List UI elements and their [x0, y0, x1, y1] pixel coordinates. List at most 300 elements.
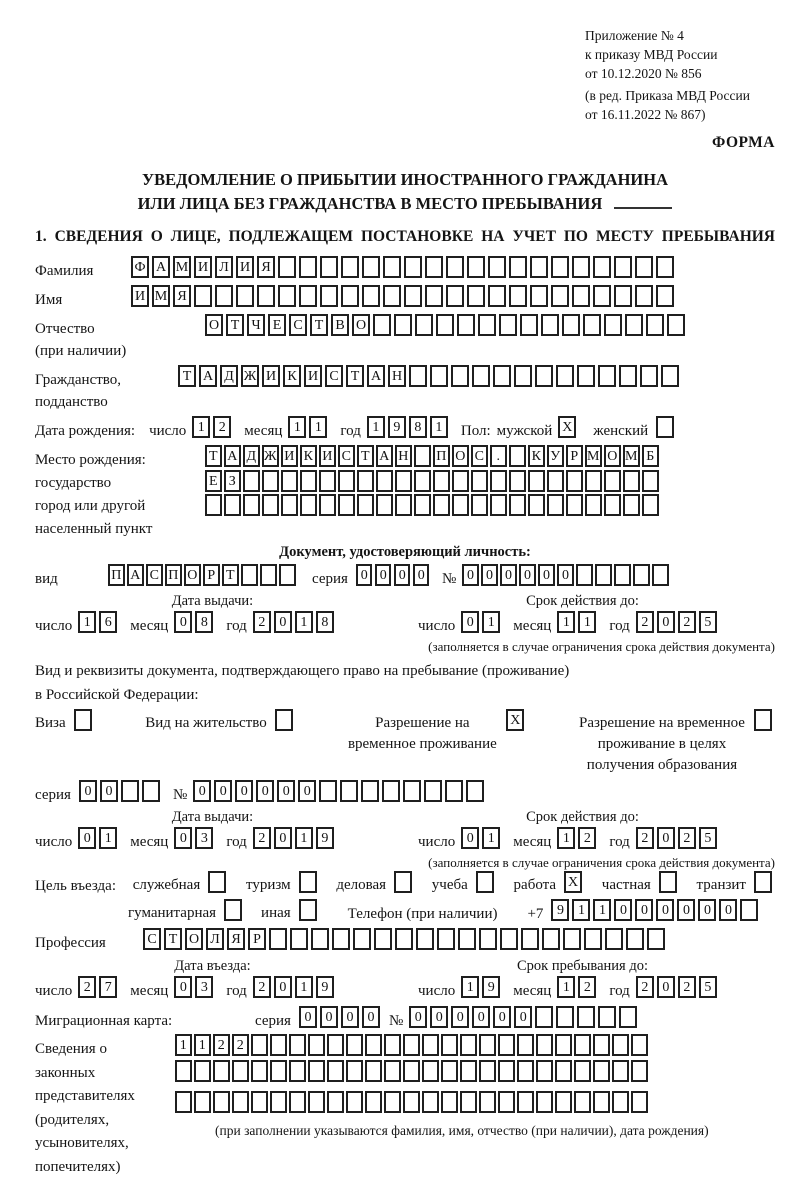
char-cell[interactable]	[467, 256, 485, 278]
char-cell[interactable]	[652, 564, 669, 586]
char-cell[interactable]	[332, 928, 350, 950]
char-cell[interactable]: О	[452, 445, 469, 467]
char-cell[interactable]	[213, 1060, 230, 1082]
char-cell[interactable]: Т	[310, 314, 328, 336]
char-cell[interactable]: 0	[78, 827, 96, 849]
char-cell[interactable]	[384, 1060, 401, 1082]
char-cell[interactable]	[437, 928, 455, 950]
doc-valid-month-cells[interactable]	[557, 611, 599, 633]
char-cell[interactable]: А	[376, 445, 393, 467]
char-cell[interactable]: С	[325, 365, 343, 387]
char-cell[interactable]: 1	[194, 1034, 211, 1056]
char-cell[interactable]: К	[528, 445, 545, 467]
char-cell[interactable]: 2	[678, 976, 696, 998]
char-cell[interactable]: 1	[593, 899, 611, 921]
char-cell[interactable]: П	[165, 564, 182, 586]
temp-residence-edu-checkbox[interactable]	[754, 709, 775, 731]
char-cell[interactable]	[338, 470, 355, 492]
char-cell[interactable]	[593, 1060, 610, 1082]
char-cell[interactable]: 0	[277, 780, 295, 802]
char-cell[interactable]	[520, 314, 538, 336]
char-cell[interactable]: 3	[195, 827, 213, 849]
char-cell[interactable]: Я	[173, 285, 191, 307]
stay-valid-year-cells[interactable]	[636, 827, 720, 849]
char-cell[interactable]: 2	[636, 976, 654, 998]
char-cell[interactable]	[446, 285, 464, 307]
char-cell[interactable]: Д	[243, 445, 260, 467]
birth-month-cells[interactable]	[288, 416, 330, 438]
char-cell[interactable]: 1	[578, 611, 596, 633]
char-cell[interactable]	[251, 1060, 268, 1082]
female-checkbox[interactable]	[656, 416, 677, 438]
char-cell[interactable]	[574, 1091, 591, 1113]
char-cell[interactable]	[232, 1091, 249, 1113]
char-cell[interactable]	[656, 285, 674, 307]
char-cell[interactable]	[383, 285, 401, 307]
char-cell[interactable]	[422, 1034, 439, 1056]
char-cell[interactable]	[403, 1034, 420, 1056]
char-cell[interactable]: 3	[195, 976, 213, 998]
char-cell[interactable]	[362, 285, 380, 307]
char-cell[interactable]	[625, 314, 643, 336]
char-cell[interactable]	[656, 256, 674, 278]
char-cell[interactable]	[299, 285, 317, 307]
char-cell[interactable]	[541, 314, 559, 336]
char-cell[interactable]: М	[623, 445, 640, 467]
char-cell[interactable]	[509, 470, 526, 492]
char-cell[interactable]	[577, 365, 595, 387]
char-cell[interactable]: Ч	[247, 314, 265, 336]
char-cell[interactable]	[319, 470, 336, 492]
char-cell[interactable]: И	[194, 256, 212, 278]
char-cell[interactable]	[327, 1060, 344, 1082]
char-cell[interactable]	[460, 1060, 477, 1082]
char-cell[interactable]: О	[185, 928, 203, 950]
char-cell[interactable]	[279, 564, 296, 586]
char-cell[interactable]	[414, 494, 431, 516]
char-cell[interactable]	[535, 1006, 553, 1028]
char-cell[interactable]: 0	[557, 564, 574, 586]
char-cell[interactable]	[471, 494, 488, 516]
char-cell[interactable]	[446, 256, 464, 278]
char-cell[interactable]: 8	[316, 611, 334, 633]
char-cell[interactable]: 0	[677, 899, 695, 921]
char-cell[interactable]	[414, 445, 431, 467]
char-cell[interactable]	[436, 314, 454, 336]
char-cell[interactable]: П	[108, 564, 125, 586]
char-cell[interactable]	[509, 285, 527, 307]
char-cell[interactable]	[612, 1034, 629, 1056]
char-cell[interactable]	[213, 1091, 230, 1113]
char-cell[interactable]	[346, 1034, 363, 1056]
char-cell[interactable]: 0	[472, 1006, 490, 1028]
char-cell[interactable]: 2	[578, 827, 596, 849]
char-cell[interactable]: 1	[192, 416, 210, 438]
char-cell[interactable]: Е	[268, 314, 286, 336]
char-cell[interactable]: 1	[99, 827, 117, 849]
char-cell[interactable]	[403, 780, 421, 802]
char-cell[interactable]: 0	[519, 564, 536, 586]
char-cell[interactable]: У	[547, 445, 564, 467]
char-cell[interactable]: 0	[657, 976, 675, 998]
char-cell[interactable]	[394, 314, 412, 336]
char-cell[interactable]	[433, 494, 450, 516]
purpose-transit-checkbox[interactable]	[754, 871, 775, 893]
stay-valid-day-cells[interactable]	[461, 827, 503, 849]
char-cell[interactable]	[479, 1034, 496, 1056]
representatives-line3-cells[interactable]	[175, 1091, 650, 1113]
char-cell[interactable]: А	[224, 445, 241, 467]
char-cell[interactable]	[472, 365, 490, 387]
char-cell[interactable]	[299, 256, 317, 278]
char-cell[interactable]	[175, 1060, 192, 1082]
char-cell[interactable]: В	[331, 314, 349, 336]
char-cell[interactable]: Т	[205, 445, 222, 467]
char-cell[interactable]	[341, 285, 359, 307]
char-cell[interactable]	[563, 928, 581, 950]
char-cell[interactable]	[631, 1091, 648, 1113]
stay-until-month-cells[interactable]	[557, 976, 599, 998]
char-cell[interactable]	[403, 1060, 420, 1082]
char-cell[interactable]	[562, 314, 580, 336]
char-cell[interactable]	[517, 1060, 534, 1082]
char-cell[interactable]: 0	[341, 1006, 359, 1028]
stay-until-year-cells[interactable]	[636, 976, 720, 998]
char-cell[interactable]	[593, 1091, 610, 1113]
char-cell[interactable]: И	[236, 256, 254, 278]
surname-field-cells[interactable]	[131, 256, 677, 278]
char-cell[interactable]: 0	[719, 899, 737, 921]
char-cell[interactable]: 0	[614, 899, 632, 921]
char-cell[interactable]: Ф	[131, 256, 149, 278]
char-cell[interactable]	[441, 1091, 458, 1113]
char-cell[interactable]: Т	[357, 445, 374, 467]
char-cell[interactable]: 5	[699, 827, 717, 849]
char-cell[interactable]	[338, 494, 355, 516]
char-cell[interactable]	[614, 285, 632, 307]
char-cell[interactable]	[500, 928, 518, 950]
char-cell[interactable]	[640, 365, 658, 387]
char-cell[interactable]: 1	[288, 416, 306, 438]
char-cell[interactable]: 0	[481, 564, 498, 586]
representatives-line1-cells[interactable]	[175, 1034, 650, 1056]
char-cell[interactable]: 0	[214, 780, 232, 802]
char-cell[interactable]: Н	[395, 445, 412, 467]
birth-day-cells[interactable]	[192, 416, 234, 438]
char-cell[interactable]	[555, 1060, 572, 1082]
char-cell[interactable]: 1	[309, 416, 327, 438]
char-cell[interactable]: 1	[482, 611, 500, 633]
char-cell[interactable]: М	[152, 285, 170, 307]
char-cell[interactable]: 2	[678, 611, 696, 633]
migration-series-cells[interactable]	[299, 1006, 383, 1028]
char-cell[interactable]: А	[127, 564, 144, 586]
char-cell[interactable]: 9	[316, 976, 334, 998]
char-cell[interactable]: 1	[295, 827, 313, 849]
char-cell[interactable]: 0	[698, 899, 716, 921]
char-cell[interactable]: 2	[78, 976, 96, 998]
char-cell[interactable]: 8	[409, 416, 427, 438]
char-cell[interactable]: 0	[298, 780, 316, 802]
temp-residence-checkbox[interactable]	[506, 709, 527, 731]
char-cell[interactable]	[572, 256, 590, 278]
purpose-tourism-checkbox[interactable]	[299, 871, 320, 893]
char-cell[interactable]: С	[289, 314, 307, 336]
char-cell[interactable]	[241, 564, 258, 586]
char-cell[interactable]	[604, 494, 621, 516]
char-cell[interactable]: Т	[178, 365, 196, 387]
char-cell[interactable]	[441, 1060, 458, 1082]
char-cell[interactable]: 1	[482, 827, 500, 849]
representatives-line2-cells[interactable]	[175, 1060, 650, 1082]
char-cell[interactable]: 2	[232, 1034, 249, 1056]
char-cell[interactable]	[460, 1091, 477, 1113]
char-cell[interactable]: 0	[274, 976, 292, 998]
char-cell[interactable]	[612, 1060, 629, 1082]
char-cell[interactable]: К	[300, 445, 317, 467]
doc-series-cells[interactable]	[356, 564, 432, 586]
char-cell[interactable]	[243, 470, 260, 492]
char-cell[interactable]	[509, 256, 527, 278]
char-cell[interactable]	[583, 314, 601, 336]
char-cell[interactable]	[623, 470, 640, 492]
char-cell[interactable]	[667, 314, 685, 336]
char-cell[interactable]	[374, 928, 392, 950]
char-cell[interactable]: 1	[430, 416, 448, 438]
purpose-other-checkbox[interactable]	[299, 899, 320, 921]
char-cell[interactable]: 0	[256, 780, 274, 802]
char-cell[interactable]	[460, 1034, 477, 1056]
char-cell[interactable]	[414, 470, 431, 492]
char-cell[interactable]: 0	[635, 899, 653, 921]
char-cell[interactable]	[270, 1091, 287, 1113]
char-cell[interactable]: 0	[514, 1006, 532, 1028]
char-cell[interactable]	[536, 1060, 553, 1082]
birth-year-cells[interactable]	[367, 416, 451, 438]
char-cell[interactable]	[361, 780, 379, 802]
char-cell[interactable]	[424, 780, 442, 802]
entry-year-cells[interactable]	[253, 976, 337, 998]
char-cell[interactable]	[577, 1006, 595, 1028]
char-cell[interactable]	[409, 365, 427, 387]
char-cell[interactable]: X	[558, 416, 576, 438]
char-cell[interactable]	[488, 285, 506, 307]
char-cell[interactable]: 0	[394, 564, 411, 586]
char-cell[interactable]	[74, 709, 92, 731]
char-cell[interactable]	[585, 470, 602, 492]
char-cell[interactable]	[394, 871, 412, 893]
char-cell[interactable]	[530, 256, 548, 278]
char-cell[interactable]	[547, 470, 564, 492]
stay-issue-year-cells[interactable]	[253, 827, 337, 849]
char-cell[interactable]	[476, 871, 494, 893]
char-cell[interactable]: Л	[206, 928, 224, 950]
char-cell[interactable]: О	[604, 445, 621, 467]
char-cell[interactable]: 8	[195, 611, 213, 633]
char-cell[interactable]	[251, 1091, 268, 1113]
phone-cells[interactable]	[551, 899, 761, 921]
char-cell[interactable]: 0	[461, 827, 479, 849]
char-cell[interactable]	[270, 1060, 287, 1082]
char-cell[interactable]: Н	[388, 365, 406, 387]
char-cell[interactable]	[542, 928, 560, 950]
char-cell[interactable]	[281, 494, 298, 516]
char-cell[interactable]	[376, 494, 393, 516]
char-cell[interactable]	[555, 1034, 572, 1056]
char-cell[interactable]: 0	[174, 827, 192, 849]
char-cell[interactable]: 0	[461, 611, 479, 633]
char-cell[interactable]	[528, 470, 545, 492]
char-cell[interactable]: 0	[656, 899, 674, 921]
char-cell[interactable]	[319, 780, 337, 802]
char-cell[interactable]	[623, 494, 640, 516]
doc-kind-cells[interactable]	[108, 564, 298, 586]
char-cell[interactable]: 2	[253, 827, 271, 849]
purpose-humanitarian-checkbox[interactable]	[224, 899, 245, 921]
char-cell[interactable]	[278, 285, 296, 307]
char-cell[interactable]	[365, 1060, 382, 1082]
char-cell[interactable]	[327, 1091, 344, 1113]
char-cell[interactable]	[585, 494, 602, 516]
char-cell[interactable]	[395, 494, 412, 516]
char-cell[interactable]	[566, 494, 583, 516]
visa-checkbox[interactable]	[74, 709, 95, 731]
char-cell[interactable]	[619, 365, 637, 387]
birth-place-line3-cells[interactable]	[205, 494, 661, 516]
char-cell[interactable]	[430, 365, 448, 387]
char-cell[interactable]: Ж	[262, 445, 279, 467]
char-cell[interactable]	[425, 285, 443, 307]
char-cell[interactable]: 1	[295, 611, 313, 633]
char-cell[interactable]: 1	[557, 611, 575, 633]
char-cell[interactable]	[593, 285, 611, 307]
char-cell[interactable]: М	[585, 445, 602, 467]
char-cell[interactable]	[457, 314, 475, 336]
char-cell[interactable]: 1	[295, 976, 313, 998]
char-cell[interactable]: 7	[99, 976, 117, 998]
char-cell[interactable]: Т	[346, 365, 364, 387]
char-cell[interactable]	[626, 928, 644, 950]
char-cell[interactable]: И	[131, 285, 149, 307]
char-cell[interactable]	[574, 1034, 591, 1056]
char-cell[interactable]: 0	[493, 1006, 511, 1028]
char-cell[interactable]	[290, 928, 308, 950]
char-cell[interactable]: 0	[274, 827, 292, 849]
purpose-private-checkbox[interactable]	[659, 871, 680, 893]
char-cell[interactable]	[346, 1091, 363, 1113]
char-cell[interactable]	[536, 1034, 553, 1056]
char-cell[interactable]	[300, 494, 317, 516]
char-cell[interactable]: А	[367, 365, 385, 387]
char-cell[interactable]	[308, 1060, 325, 1082]
stay-number-cells[interactable]	[193, 780, 487, 802]
char-cell[interactable]: К	[283, 365, 301, 387]
char-cell[interactable]	[740, 899, 758, 921]
char-cell[interactable]: С	[143, 928, 161, 950]
stay-issue-month-cells[interactable]	[174, 827, 216, 849]
char-cell[interactable]: 0	[462, 564, 479, 586]
char-cell[interactable]	[308, 1091, 325, 1113]
char-cell[interactable]: З	[224, 470, 241, 492]
stay-until-day-cells[interactable]	[461, 976, 503, 998]
char-cell[interactable]	[551, 256, 569, 278]
char-cell[interactable]	[299, 899, 317, 921]
char-cell[interactable]	[194, 1091, 211, 1113]
char-cell[interactable]: С	[146, 564, 163, 586]
char-cell[interactable]	[584, 928, 602, 950]
stay-issue-day-cells[interactable]	[78, 827, 120, 849]
char-cell[interactable]: 1	[557, 976, 575, 998]
char-cell[interactable]	[175, 1091, 192, 1113]
char-cell[interactable]: Р	[248, 928, 266, 950]
given-name-field-cells[interactable]	[131, 285, 677, 307]
char-cell[interactable]	[479, 928, 497, 950]
char-cell[interactable]: Е	[205, 470, 222, 492]
char-cell[interactable]: 0	[320, 1006, 338, 1028]
char-cell[interactable]	[612, 1091, 629, 1113]
char-cell[interactable]	[357, 494, 374, 516]
char-cell[interactable]	[754, 871, 772, 893]
citizenship-field-cells[interactable]	[178, 365, 682, 387]
purpose-work-checkbox[interactable]	[564, 871, 585, 893]
char-cell[interactable]	[635, 285, 653, 307]
char-cell[interactable]: А	[152, 256, 170, 278]
char-cell[interactable]: 2	[636, 611, 654, 633]
char-cell[interactable]	[236, 285, 254, 307]
profession-cells[interactable]	[143, 928, 668, 950]
char-cell[interactable]	[353, 928, 371, 950]
char-cell[interactable]	[547, 494, 564, 516]
doc-issue-month-cells[interactable]	[174, 611, 216, 633]
char-cell[interactable]	[320, 256, 338, 278]
char-cell[interactable]: 1	[572, 899, 590, 921]
char-cell[interactable]	[327, 1034, 344, 1056]
char-cell[interactable]	[205, 494, 222, 516]
char-cell[interactable]	[598, 1006, 616, 1028]
char-cell[interactable]: 0	[409, 1006, 427, 1028]
char-cell[interactable]	[346, 1060, 363, 1082]
char-cell[interactable]: 0	[79, 780, 97, 802]
char-cell[interactable]	[142, 780, 160, 802]
doc-number-cells[interactable]	[462, 564, 671, 586]
char-cell[interactable]	[260, 564, 277, 586]
char-cell[interactable]	[311, 928, 329, 950]
char-cell[interactable]: Т	[226, 314, 244, 336]
char-cell[interactable]	[121, 780, 139, 802]
char-cell[interactable]: 2	[213, 1034, 230, 1056]
char-cell[interactable]: 5	[699, 611, 717, 633]
char-cell[interactable]	[425, 256, 443, 278]
char-cell[interactable]	[422, 1060, 439, 1082]
char-cell[interactable]	[251, 1034, 268, 1056]
male-checkbox[interactable]	[558, 416, 579, 438]
char-cell[interactable]	[488, 256, 506, 278]
char-cell[interactable]: 6	[99, 611, 117, 633]
char-cell[interactable]	[194, 1060, 211, 1082]
char-cell[interactable]	[441, 1034, 458, 1056]
char-cell[interactable]	[289, 1034, 306, 1056]
char-cell[interactable]	[605, 928, 623, 950]
char-cell[interactable]: 0	[356, 564, 373, 586]
char-cell[interactable]	[224, 494, 241, 516]
char-cell[interactable]	[403, 1091, 420, 1113]
char-cell[interactable]	[270, 1034, 287, 1056]
char-cell[interactable]	[365, 1091, 382, 1113]
char-cell[interactable]	[357, 470, 374, 492]
char-cell[interactable]	[289, 1091, 306, 1113]
char-cell[interactable]: X	[564, 871, 582, 893]
char-cell[interactable]	[478, 314, 496, 336]
